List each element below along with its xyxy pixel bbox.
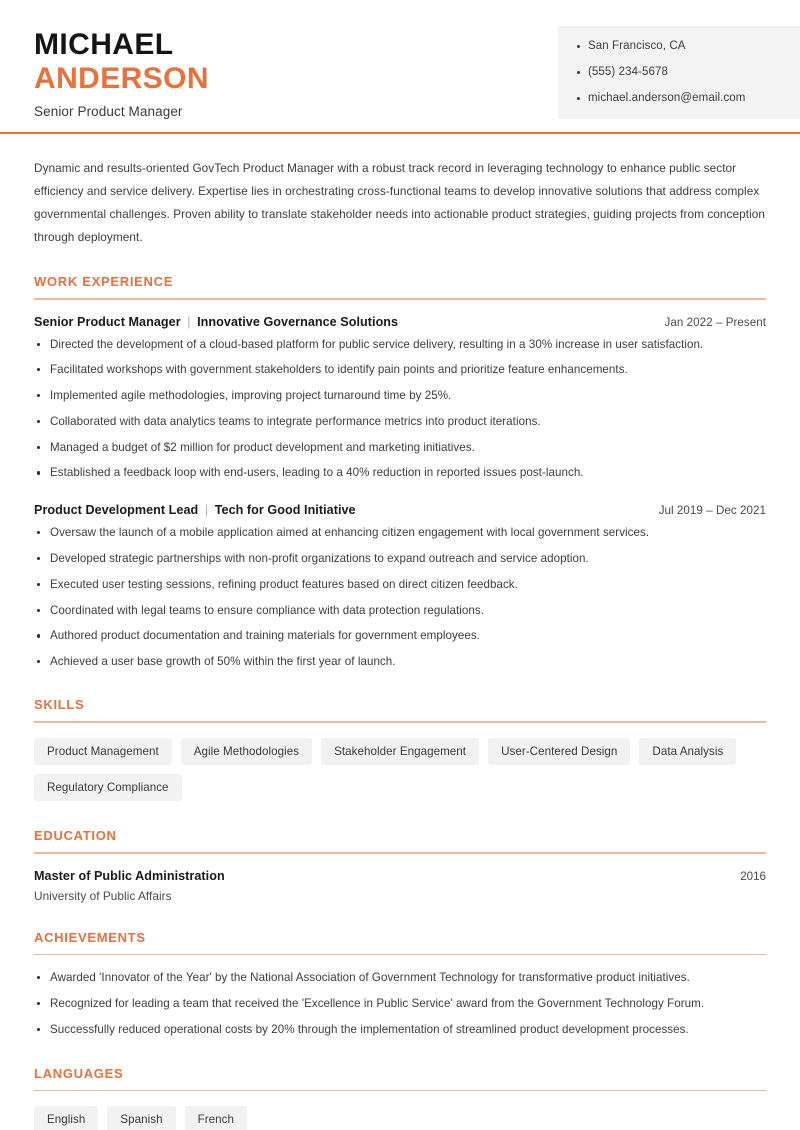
bullet-item: Directed the development of a cloud-based platform for public service delivery, resulting in a 30% increase in user satisfaction. bbox=[34, 337, 766, 354]
experience-date: Jul 2019 – Dec 2021 bbox=[658, 504, 766, 518]
experience-entry-head bbox=[34, 315, 766, 329]
experience-entry-head bbox=[34, 503, 766, 517]
last-name: ANDERSON bbox=[34, 61, 209, 95]
bullet-item: Implemented agile methodologies, improving project turnaround time by 25%. bbox=[34, 388, 766, 405]
bullet-item: Recognized for leading a team that received the 'Excellence in Public Service' award from the Government Technology Forum. bbox=[34, 996, 766, 1013]
bullet-item: Facilitated workshops with government stakeholders to identify pain points and prioritize feature enhancements. bbox=[34, 362, 766, 379]
section-title-work-experience: WORK EXPERIENCE bbox=[34, 274, 174, 289]
section-work-experience bbox=[34, 274, 766, 671]
header-divider bbox=[0, 132, 800, 134]
bullet-item: Executed user testing sessions, refining product features based on direct citizen feedback. bbox=[34, 577, 766, 594]
experience-company: Innovative Governance Solutions bbox=[197, 314, 399, 329]
achievement-bullets bbox=[34, 970, 766, 1038]
languages-chip-list bbox=[34, 1106, 766, 1130]
language-chip: English bbox=[34, 1106, 98, 1130]
bullet-item: Achieved a user base growth of 50% within the first year of launch. bbox=[34, 654, 766, 671]
section-rule bbox=[34, 298, 766, 300]
skill-chip: Product Management bbox=[34, 738, 172, 765]
language-chip: Spanish bbox=[107, 1106, 175, 1130]
contact-phone: (555) 234-5678 bbox=[576, 66, 784, 80]
section-education bbox=[34, 828, 766, 903]
contact-box bbox=[558, 26, 800, 119]
title-separator: | bbox=[204, 503, 209, 518]
contact-email: michael.anderson@email.com bbox=[576, 92, 784, 106]
section-rule bbox=[34, 954, 766, 956]
page-title: Senior Product Manager bbox=[34, 104, 183, 120]
section-achievements bbox=[34, 930, 766, 1039]
skill-chip: Data Analysis bbox=[639, 738, 736, 765]
title-separator: | bbox=[187, 314, 191, 329]
skills-chip-list bbox=[34, 738, 766, 802]
experience-bullets bbox=[34, 337, 766, 483]
bullet-item: Successfully reduced operational costs by 20% through the implementation of streamlined product development processes. bbox=[34, 1022, 766, 1039]
language-chip: French bbox=[185, 1106, 247, 1130]
section-rule bbox=[34, 852, 766, 854]
experience-entry bbox=[34, 503, 766, 671]
bullet-item: Coordinated with legal teams to ensure compliance with data protection regulations. bbox=[34, 603, 766, 620]
section-title-achievements: ACHIEVEMENTS bbox=[34, 929, 146, 945]
experience-date: Jan 2022 – Present bbox=[664, 315, 766, 329]
section-title-education: EDUCATION bbox=[34, 828, 117, 844]
education-entry bbox=[34, 869, 766, 903]
skill-chip: Agile Methodologies bbox=[181, 738, 312, 765]
experience-title-line bbox=[34, 503, 356, 517]
education-year: 2016 bbox=[740, 869, 766, 883]
experience-company: Tech for Good Initiative bbox=[214, 503, 356, 518]
education-school: University of Public Affairs bbox=[34, 888, 172, 903]
section-title-languages: LANGUAGES bbox=[34, 1065, 124, 1081]
contact-location: San Francisco, CA bbox=[576, 40, 784, 54]
professional-summary: Dynamic and results-oriented GovTech Product Manager with a robust track record in leveraging technology to enhance public sector efficiency and service delivery. Expertise lies in orchestrating cross-functional teams to develop innovative solutions that address complex governmental challenges. Proven ability to translate stakeholder needs into actionable product strategies, guiding projects from conception through deployment. bbox=[34, 161, 765, 244]
section-rule bbox=[34, 721, 766, 723]
bullet-item: Authored product documentation and training materials for government employees. bbox=[34, 628, 766, 645]
identity-block bbox=[0, 26, 209, 119]
experience-bullets bbox=[34, 525, 766, 671]
education-degree: Master of Public Administration bbox=[34, 868, 225, 883]
bullet-item: Awarded 'Innovator of the Year' by the National Association of Government Technology for transformative product initiatives. bbox=[34, 970, 766, 987]
skill-chip: Stakeholder Engagement bbox=[321, 738, 479, 765]
section-rule bbox=[34, 1090, 766, 1092]
first-name: MICHAEL bbox=[34, 28, 174, 61]
section-title-skills: SKILLS bbox=[34, 697, 85, 713]
bullet-item: Established a feedback loop with end-users, leading to a 40% reduction in reported issues post-launch. bbox=[34, 465, 766, 482]
experience-role: Product Development Lead bbox=[34, 503, 199, 518]
education-entry-head bbox=[34, 869, 766, 883]
experience-entry bbox=[34, 315, 766, 483]
skill-chip: User-Centered Design bbox=[488, 738, 630, 765]
bullet-item: Developed strategic partnerships with non-profit organizations to expand outreach and service adoption. bbox=[34, 551, 766, 568]
bullet-item: Oversaw the launch of a mobile application aimed at enhancing citizen engagement with local government services. bbox=[34, 525, 766, 542]
skill-chip: Regulatory Compliance bbox=[34, 774, 182, 801]
experience-role: Senior Product Manager bbox=[34, 314, 181, 329]
resume-header bbox=[0, 0, 800, 130]
bullet-item: Collaborated with data analytics teams to integrate performance metrics into product iterations. bbox=[34, 414, 766, 431]
resume-content bbox=[0, 157, 800, 1130]
experience-title-line bbox=[34, 315, 398, 329]
section-skills bbox=[34, 697, 766, 801]
section-languages bbox=[34, 1066, 766, 1130]
bullet-item: Managed a budget of $2 million for product development and marketing initiatives. bbox=[34, 440, 766, 457]
